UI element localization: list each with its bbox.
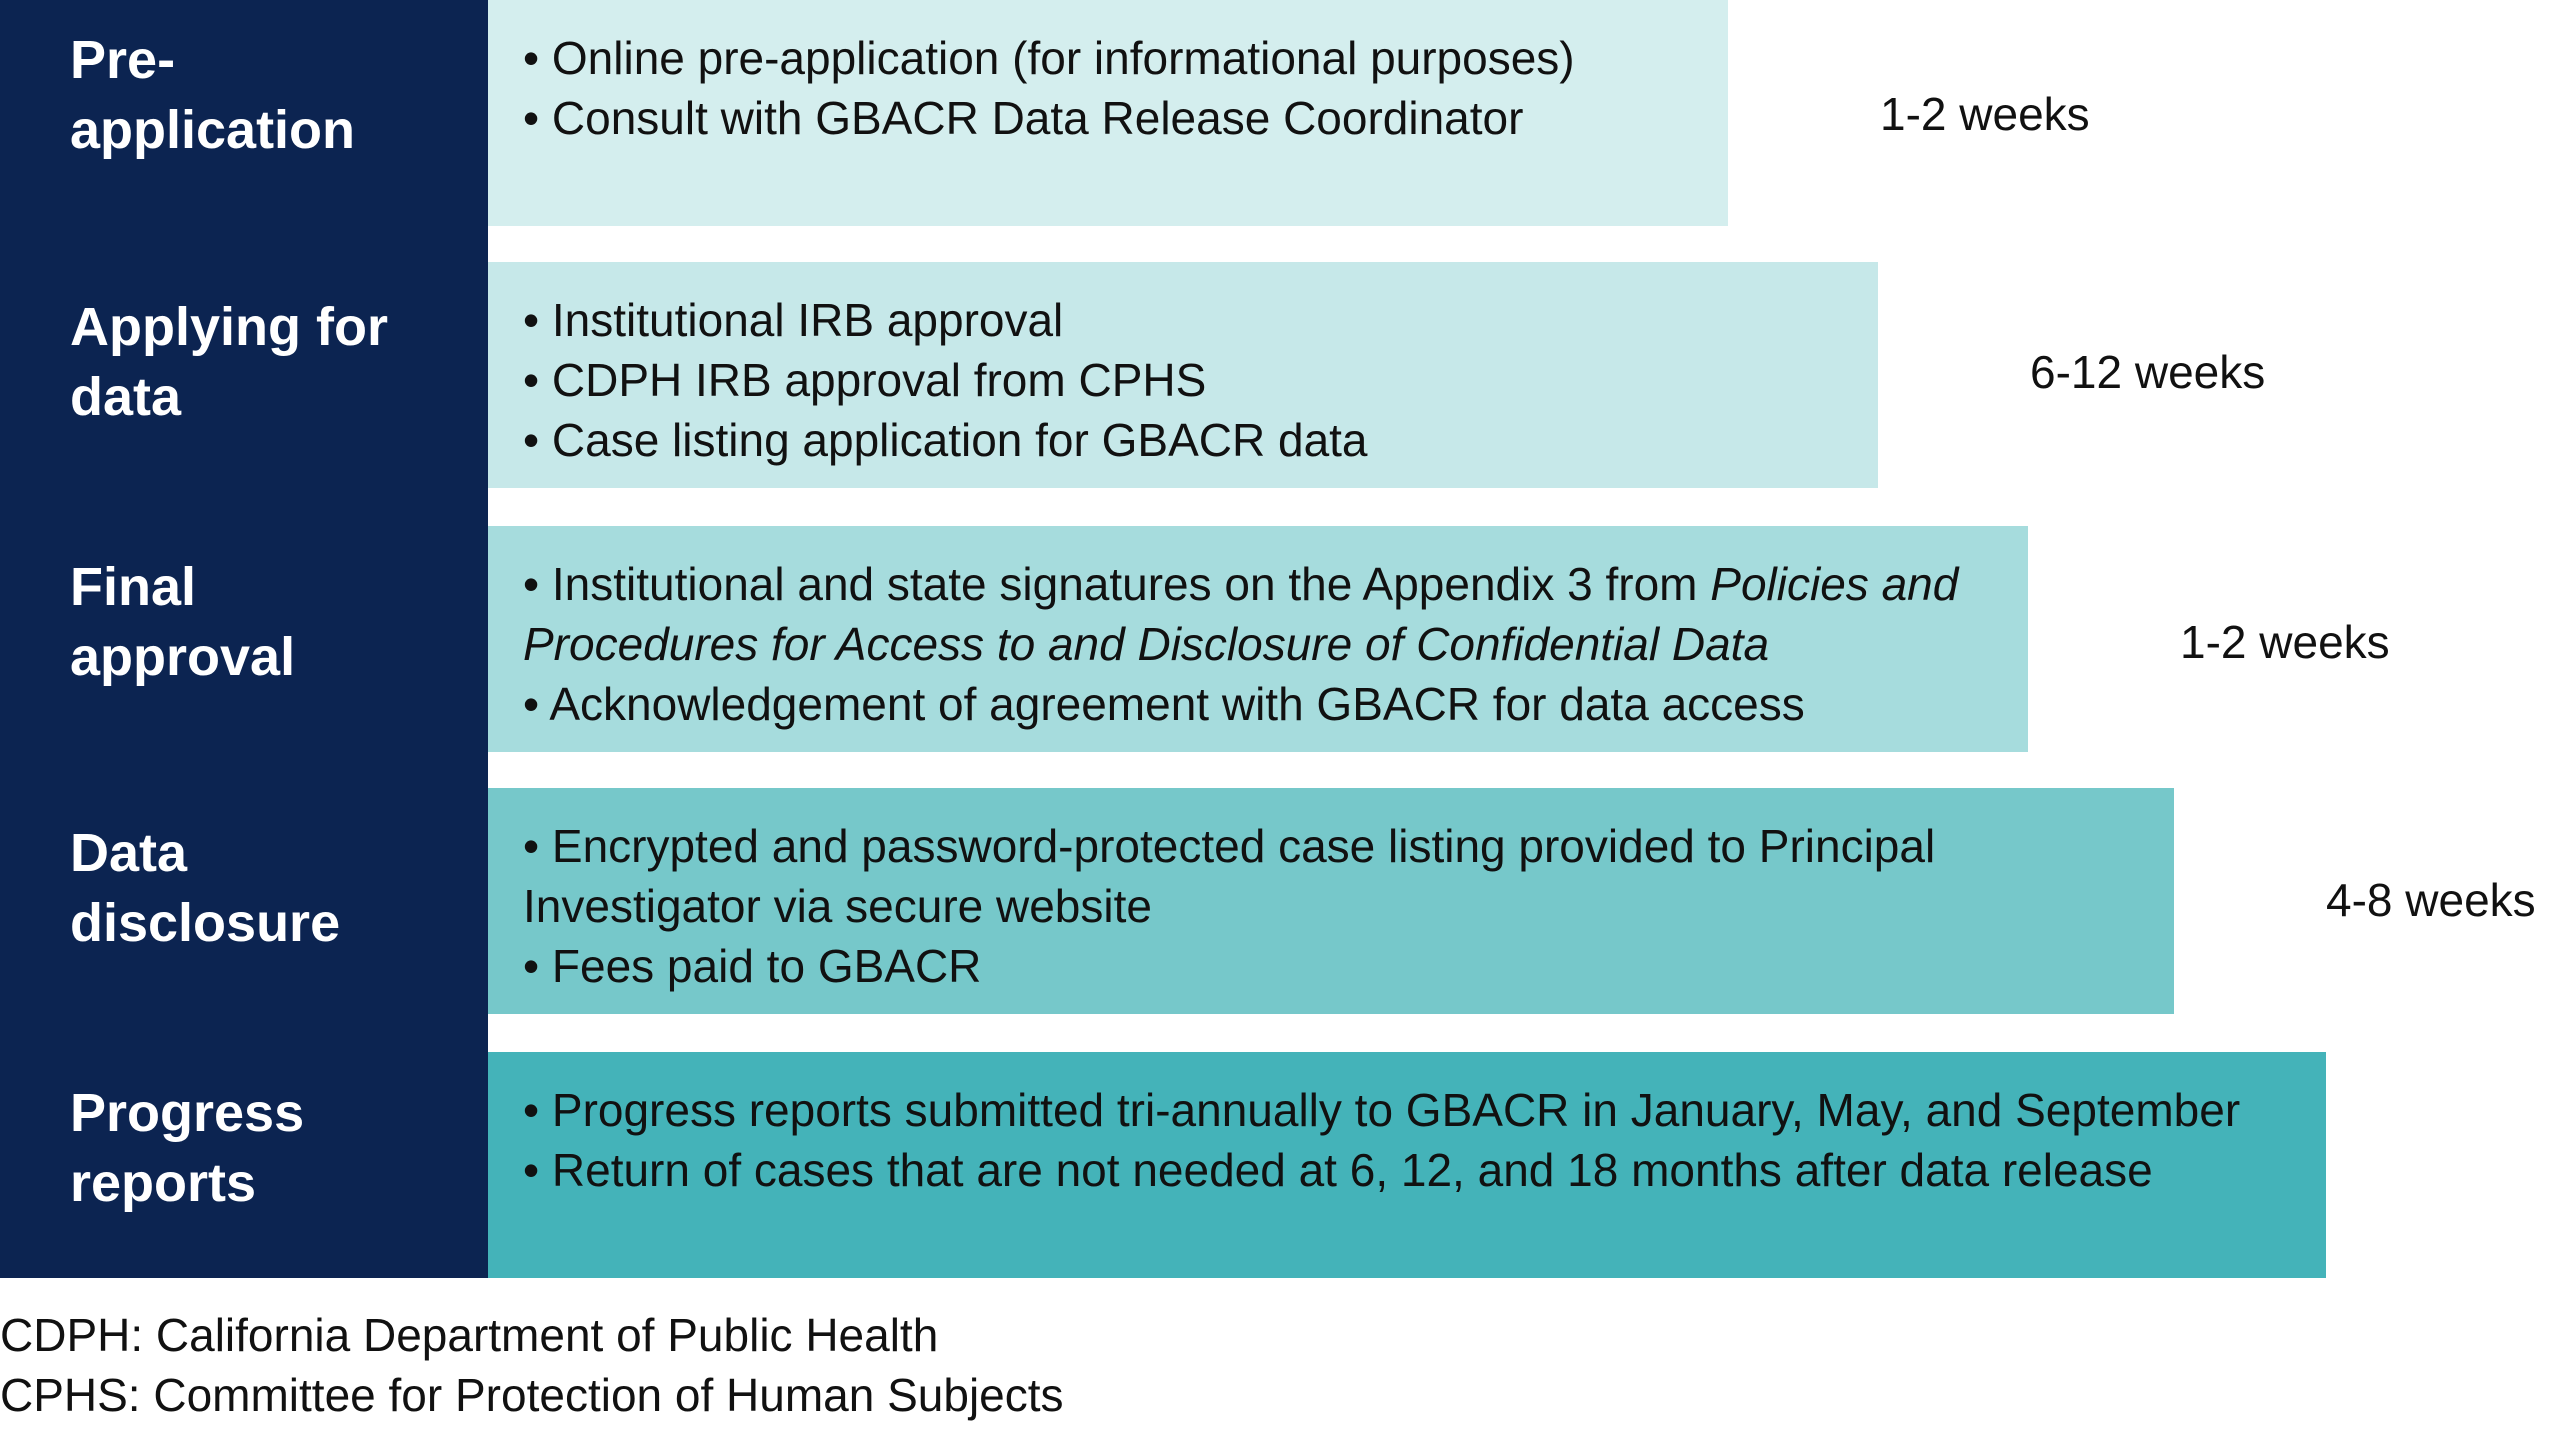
stage-label-data-disclosure: Data disclosure [70,823,341,953]
bullet-return-of-cases: • Return of cases that are not needed at 6, 12, and 18 months after data release [523,1144,2153,1196]
duration-final-approval: 1-2 weeks [2180,616,2390,668]
bullet-signatures-text: • Institutional and state signatures on the Appendix 3 from [523,558,1711,610]
bullet-progress-reports: • Progress reports submitted tri-annually to GBACR in January, May, and September [523,1084,2241,1136]
bullet-consult-coordinator: • Consult with GBACR Data Release Coordinator [523,92,1524,144]
policy-document-title: Policies and Procedures for Access to and Disclosure of Confidential Data [523,558,1959,670]
band-pre-application [488,0,1728,226]
bullet-fees-paid: • Fees paid to GBACR [523,940,982,992]
bullet-online-pre-application: • Online pre-application (for informational purposes) [523,32,1575,84]
band-progress-reports [488,1052,2326,1278]
duration-data-disclosure: 4-8 weeks [2326,874,2536,926]
stage-label-pre-application: Pre- application [70,30,356,160]
stage-label-progress-reports: Progress reports [70,1083,305,1213]
bullet-institutional-irb: • Institutional IRB approval [523,294,1064,346]
band-data-disclosure [488,788,2174,1014]
band-final-approval [488,526,2028,752]
stage-label-final-approval: Final approval [70,557,296,687]
bullet-signatures [523,554,2028,674]
stage-label-applying-for-data: Applying for data [70,297,388,427]
bullet-encrypted-listing: • Encrypted and password-protected case listing provided to Principal Investigator via secure website [523,820,1936,932]
duration-pre-application: 1-2 weeks [1880,88,2090,140]
band-applying-for-data [488,262,1878,488]
footnote-cdph: CDPH: California Department of Public Health [0,1309,939,1361]
bullet-case-listing-application: • Case listing application for GBACR data [523,414,1368,466]
footnotes [0,1305,1064,1425]
duration-applying-for-data: 6-12 weeks [2030,346,2266,398]
footnote-cphs: CPHS: Committee for Protection of Human Subjects [0,1369,1064,1421]
bullet-acknowledgement: • Acknowledgement of agreement with GBACR for data access [523,678,1805,730]
bullet-cdph-irb: • CDPH IRB approval from CPHS [523,354,1207,406]
